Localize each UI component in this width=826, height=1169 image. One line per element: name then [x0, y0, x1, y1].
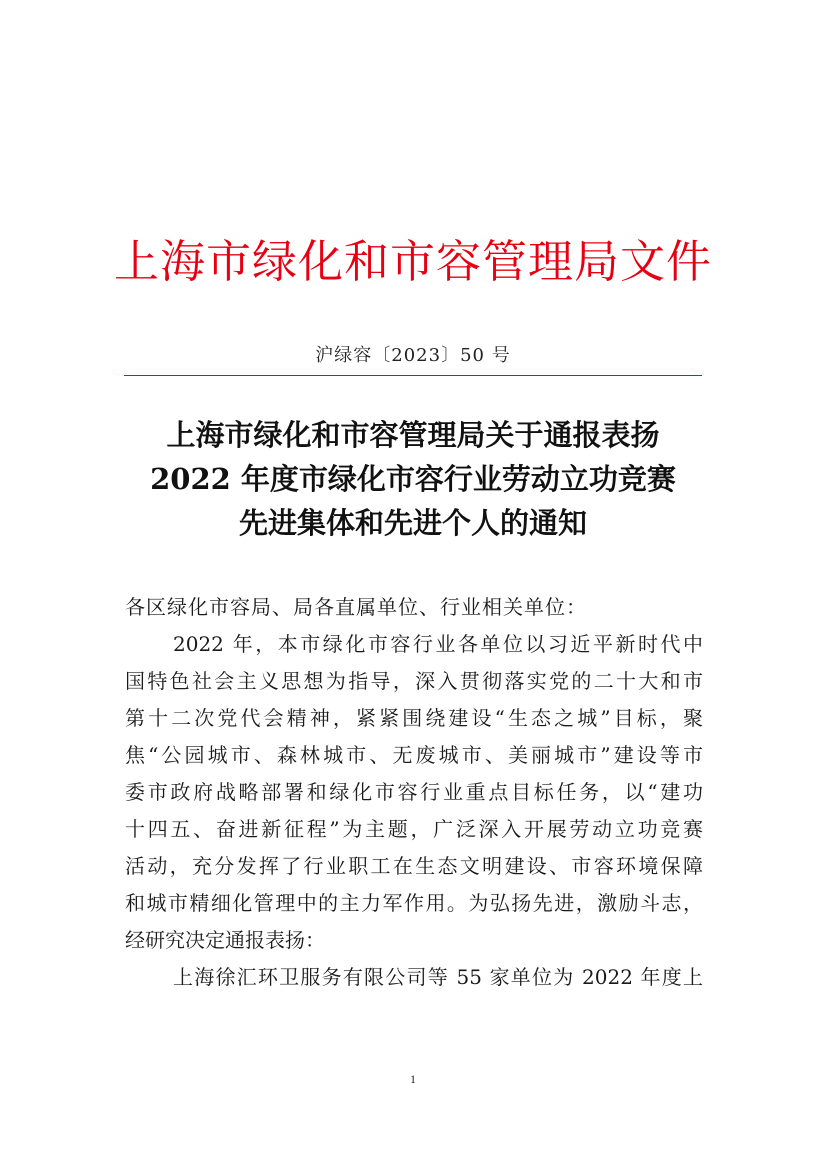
body-line: 上海徐汇环卫服务有限公司等 55 家单位为 2022 年度上	[173, 965, 703, 989]
page-number: 1	[410, 1072, 416, 1086]
body-line: 焦“公园城市、森林城市、无废城市、美丽城市”建设等市	[125, 743, 703, 767]
body-paragraphs	[125, 626, 703, 996]
title-line: 上海市绿化和市容管理局关于通报表扬	[166, 418, 660, 452]
title-line: 先进集体和先进个人的通知	[238, 506, 587, 540]
body-line: 第十二次党代会精神，紧紧围绕建设“生态之城”目标，聚	[125, 706, 703, 730]
title-line: 2022 年度市绿化市容行业劳动立功竞赛	[150, 462, 676, 496]
red-divider-line	[124, 375, 702, 376]
document-number: 沪绿容〔2023〕50 号	[315, 345, 511, 366]
body-line: 国特色社会主义思想为指导，深入贯彻落实党的二十大和市	[125, 669, 703, 693]
body-line: 2022 年，本市绿化市容行业各单位以习近平新时代中	[173, 632, 703, 656]
salutation: 各区绿化市容局、局各直属单位、行业相关单位：	[125, 595, 587, 619]
body-line: 和城市精细化管理中的主力军作用。为弘扬先进，激励斗志，	[125, 891, 703, 915]
body-line: 经研究决定通报表扬：	[125, 928, 325, 952]
document-title	[0, 413, 826, 545]
body-line: 十四五、奋进新征程”为主题，广泛深入开展劳动立功竞赛	[125, 817, 703, 841]
document-masthead: 上海市绿化和市容管理局文件	[113, 235, 712, 288]
body-line: 活动，充分发挥了行业职工在生态文明建设、市容环境保障	[125, 854, 703, 878]
body-line: 委市政府战略部署和绿化市容行业重点目标任务，以“建功	[125, 780, 703, 804]
